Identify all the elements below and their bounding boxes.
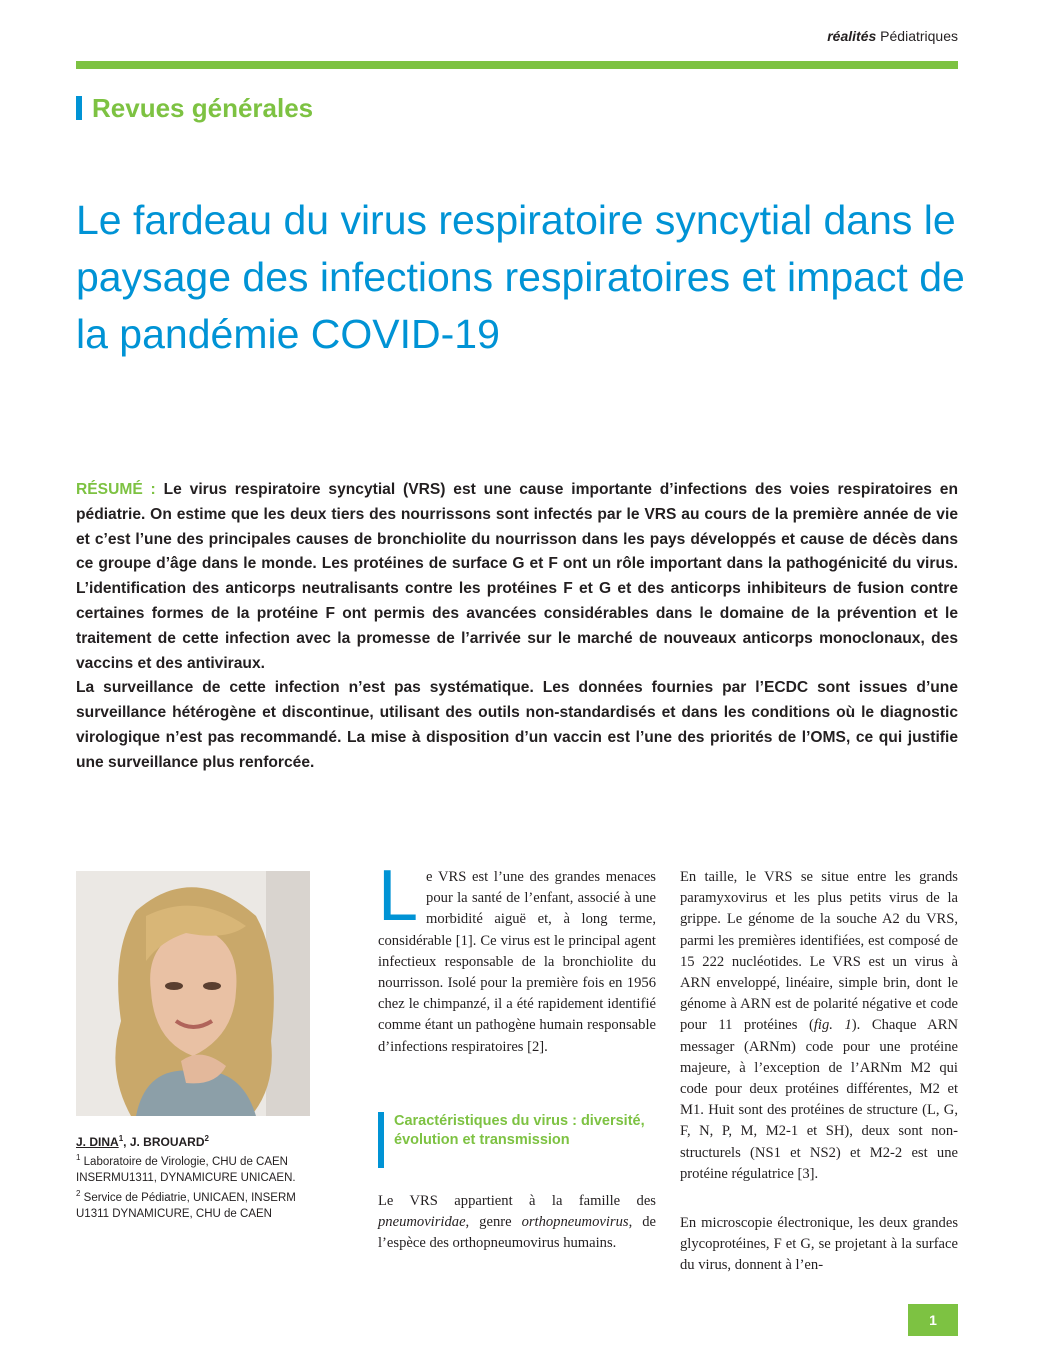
classification-paragraph [378,1191,656,1255]
affiliation-2-text: Service de Pédiatrie, UNICAEN, INSERM U1311 DYNAMICURE, CHU de CAEN [76,1191,296,1220]
body-column-1-lower [378,1191,656,1255]
affiliation-2-number: 2 [76,1188,81,1198]
classification-text-3: , de l’espèce des orthopneumovirus humains. [378,1214,656,1252]
genus-name: orthopneumovirus [521,1214,629,1231]
classification-text-1: Le VRS appartient à la famille des [378,1193,656,1209]
family-name: pneumoviridae [378,1214,466,1231]
journal-name-bold: réalités [827,28,877,44]
body-column-1 [378,856,656,1058]
page-number: 1 [908,1304,958,1336]
microscopy-paragraph: En microscopie électronique, les deux grandes glycoprotéines, F et G, se projetant à la surface du virus, donnent à l’en- [680,1215,958,1274]
author-1-name: J. DINA [76,1135,119,1149]
section-label: Revues générales [92,92,314,123]
abstract [76,478,958,776]
subsection-heading [378,1112,656,1168]
author-photo [76,871,310,1116]
journal-name-rest: Pédiatriques [876,28,958,44]
journal-header [827,28,958,44]
intro-paragraph: e VRS est l’une des grandes menaces pour la santé de l’enfant, associé à une morbidité aiguë et, à long terme, considérable [1]. Ce virus est le principal agent infectieux responsable de la bronchiolite du nourrisson. Isolé pour la première fois en 1956 chez le chimpanzé, il a été rapidement identifié comme étant un pathogène humain responsable d’infections respiratoires [2]. [378,869,656,1055]
body-column-2-lower [680,1213,958,1277]
abstract-lead: RÉSUMÉ : [76,481,156,498]
author-block [76,1131,326,1222]
author-separator: , [123,1135,130,1149]
author-names [76,1131,326,1150]
classification-text-2: , genre [465,1214,522,1231]
subsection-title: Caractéristiques du virus : diversité, évolution et transmission [394,1113,645,1148]
drop-cap: L [378,856,419,936]
body-column-2 [680,867,958,1185]
author-1-sup: 1 [118,1134,124,1143]
genome-text-2: ). Chaque ARN messager (ARNm) code pour une protéine majeure, à l’exception de l’ARNm M2 qui code pour deux protéines différentes, M2 et M1. Huit sont des protéines de structure (L, G, F, N, P, M, M2-1 et SH), deux sont non-structurels (NS1 et NS2) et M2-2 est une protéine régulatrice [3]. [680,1017,958,1182]
author-portrait-image [76,871,310,1116]
top-rule [76,61,958,69]
section-heading [76,92,313,124]
abstract-paragraph-2: La surveillance de cette infection n’est pas systématique. Les données fournies par l’ECDC sont issues d’une surveillance hétérogène et discontinue, utilisant des outils non-standardisés et dans les conditions où le diagnostic virologique n’est pas recommandé. La mise à disposition d’un vaccin est l’une des priorités de l’OMS, ce qui justifie une surveillance plus renforcée. [76,679,958,771]
section-marker [76,96,82,120]
article-title: Le fardeau du virus respiratoire syncytial dans le paysage des infections respiratoires et impact de la pandémie COVID-19 [76,197,965,357]
affiliation-1-text: Laboratoire de Virologie, CHU de CAEN INSERMU1311, DYNAMICURE UNICAEN. [76,1155,296,1184]
abstract-paragraph-1: Le virus respiratoire syncytial (VRS) est une cause importante d’infections des voies respiratoires en pédiatrie. On estime que les deux tiers des nourrissons sont infectés par le VRS au cours de la première année de vie et c’est l’une des principales causes de bronchiolite du nourrisson dans les pays développés et cause de décès dans ce groupe d’âge dans le monde. Les protéines de surface G et F ont un rôle important dans la pathogénicité du virus. L’identification des anticorps neutralisants contre les protéines F et G et des anticorps inhibiteurs de fusion contre certaines formes de la protéine F ont permis des avancées considérables dans le domaine de la prévention et le traitement de cette infection avec la promesse de l’arrivée sur le marché de nouveaux anticorps monoclonaux, des vaccins et des antiviraux. [76,481,959,672]
genome-text-1: En taille, le VRS se situe entre les grands paramyxovirus et les plus petits virus de la grippe. Le génome de la souche A2 du VRS, parmi les premières identifiées, est composé de 15 222 nucléotides. Le VRS est un virus à ARN enveloppé, linéaire, simple brin, dont le génome à ARN est de polarité négative et code pour 11 protéines ( [680,869,958,1034]
affiliation-1 [76,1150,326,1186]
affiliation-1-number: 1 [76,1153,81,1162]
author-2-sup: 2 [204,1134,209,1143]
subsection-marker [378,1112,384,1168]
author-2-name: J. BROUARD [129,1135,205,1149]
genome-paragraph [680,867,958,1185]
figure-reference-link[interactable]: fig. 1 [813,1017,852,1034]
affiliation-2 [76,1186,326,1222]
